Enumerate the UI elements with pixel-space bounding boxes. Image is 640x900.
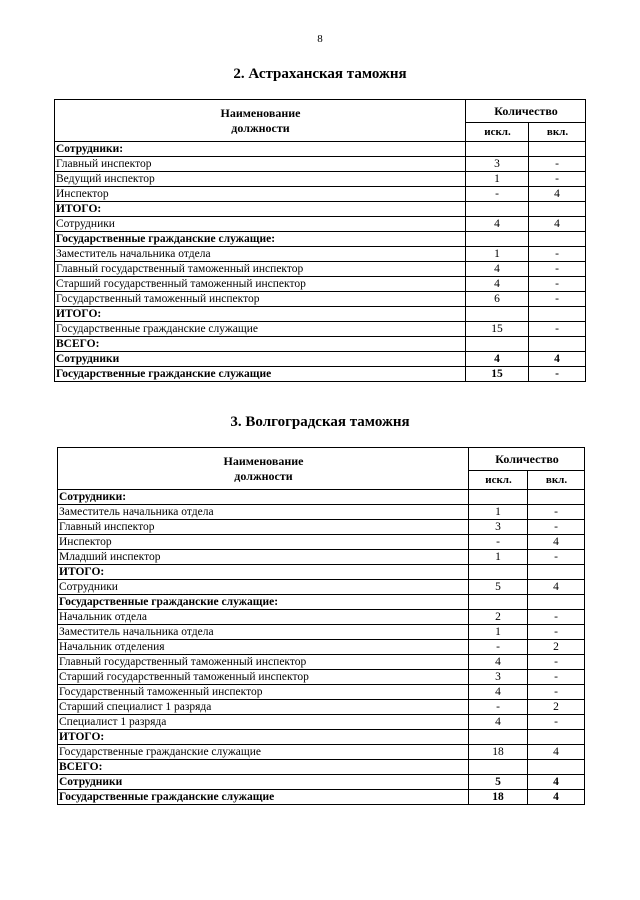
excluded-cell: 18 (469, 790, 528, 805)
included-cell: - (528, 715, 585, 730)
excluded-cell: 5 (469, 775, 528, 790)
table-row (58, 625, 585, 640)
position-cell: Начальник отдела (58, 610, 469, 625)
excluded-cell: 3 (469, 670, 528, 685)
excluded-cell: 4 (469, 715, 528, 730)
included-cell: - (529, 247, 586, 262)
excluded-cell (469, 565, 528, 580)
table-row (58, 700, 585, 715)
included-cell (529, 307, 586, 322)
position-cell: Сотрудники: (55, 142, 466, 157)
position-cell: Государственные гражданские служащие: (55, 232, 466, 247)
included-cell: - (528, 625, 585, 640)
position-cell: Главный инспектор (55, 157, 466, 172)
excluded-cell (466, 232, 529, 247)
position-cell: Государственные гражданские служащие (55, 367, 466, 382)
excluded-cell: 15 (466, 322, 529, 337)
position-cell: Государственные гражданские служащие: (58, 595, 469, 610)
excluded-cell: 5 (469, 580, 528, 595)
position-cell: Государственный таможенный инспектор (55, 292, 466, 307)
included-cell (529, 337, 586, 352)
table-row (58, 505, 585, 520)
excluded-cell: - (469, 640, 528, 655)
included-cell (528, 565, 585, 580)
section-title-volgograd: 3. Волгоградская таможня (230, 414, 410, 430)
table-row (55, 142, 586, 157)
excluded-cell (466, 202, 529, 217)
excluded-cell (469, 595, 528, 610)
table-row (58, 730, 585, 745)
table-row (55, 217, 586, 232)
position-cell: Главный государственный таможенный инспектор (55, 262, 466, 277)
included-cell: - (528, 505, 585, 520)
included-cell (529, 232, 586, 247)
included-cell: - (529, 262, 586, 277)
position-cell: Сотрудники: (58, 490, 469, 505)
position-cell: ВСЕГО: (55, 337, 466, 352)
included-cell: - (528, 655, 585, 670)
included-cell: 4 (529, 352, 586, 367)
position-cell: Начальник отделения (58, 640, 469, 655)
header-quantity: Количество (466, 100, 586, 123)
table-row (55, 337, 586, 352)
excluded-cell (466, 307, 529, 322)
position-cell: Сотрудники (58, 775, 469, 790)
table-row (58, 655, 585, 670)
excluded-cell: 2 (469, 610, 528, 625)
excluded-cell (469, 490, 528, 505)
excluded-cell: 4 (466, 217, 529, 232)
included-cell: 2 (528, 700, 585, 715)
staff-table-astrakhan (54, 99, 586, 382)
excluded-cell: 3 (466, 157, 529, 172)
table-row (58, 685, 585, 700)
table-row (58, 490, 585, 505)
table-row (58, 670, 585, 685)
position-cell: Инспектор (58, 535, 469, 550)
included-cell: 4 (528, 745, 585, 760)
included-cell: 4 (529, 187, 586, 202)
table-row (58, 790, 585, 805)
included-cell: - (528, 520, 585, 535)
position-cell: Государственные гражданские служащие (58, 745, 469, 760)
position-cell: Государственные гражданские служащие (58, 790, 469, 805)
header-name-line1: Наименование (223, 453, 304, 468)
table-row (55, 202, 586, 217)
included-cell: 2 (528, 640, 585, 655)
header-name-line2: должности (231, 120, 290, 135)
table-row (58, 550, 585, 565)
position-cell: Заместитель начальника отдела (55, 247, 466, 262)
included-cell: - (529, 322, 586, 337)
table-row (55, 292, 586, 307)
excluded-cell: 1 (466, 172, 529, 187)
header-quantity: Количество (469, 448, 585, 471)
position-cell: Ведущий инспектор (55, 172, 466, 187)
excluded-cell: - (469, 700, 528, 715)
position-cell: Сотрудники (58, 580, 469, 595)
position-cell: ИТОГО: (58, 730, 469, 745)
excluded-cell: 1 (469, 550, 528, 565)
header-excluded: искл. (466, 123, 529, 142)
included-cell: 4 (528, 535, 585, 550)
included-cell (529, 142, 586, 157)
included-cell: - (528, 685, 585, 700)
position-cell: Государственные гражданские служащие (55, 322, 466, 337)
excluded-cell: 1 (466, 247, 529, 262)
excluded-cell: 4 (469, 685, 528, 700)
included-cell: 4 (528, 790, 585, 805)
section-title-astrakhan: 2. Астраханская таможня (233, 66, 407, 82)
excluded-cell: 4 (469, 655, 528, 670)
staff-table-volgograd (57, 447, 585, 805)
included-cell (528, 595, 585, 610)
header-included: вкл. (529, 123, 586, 142)
table-row (58, 775, 585, 790)
excluded-cell: 18 (469, 745, 528, 760)
table-row (58, 520, 585, 535)
excluded-cell: 4 (466, 277, 529, 292)
position-cell: Инспектор (55, 187, 466, 202)
included-cell (528, 730, 585, 745)
excluded-cell: - (469, 535, 528, 550)
table-row (55, 247, 586, 262)
included-cell: - (528, 670, 585, 685)
included-cell: - (529, 157, 586, 172)
excluded-cell (466, 337, 529, 352)
table-row (55, 172, 586, 187)
position-cell: Старший государственный таможенный инспектор (55, 277, 466, 292)
header-excluded: искл. (469, 471, 528, 490)
included-cell: 4 (529, 217, 586, 232)
table-row (55, 307, 586, 322)
excluded-cell: - (466, 187, 529, 202)
header-included: вкл. (528, 471, 585, 490)
table-row (58, 535, 585, 550)
position-cell: ВСЕГО: (58, 760, 469, 775)
included-cell (528, 490, 585, 505)
table-row (58, 760, 585, 775)
table-row (58, 610, 585, 625)
position-cell: ИТОГО: (58, 565, 469, 580)
page-number: 8 (317, 33, 323, 45)
included-cell (529, 202, 586, 217)
included-cell: - (529, 292, 586, 307)
excluded-cell: 15 (466, 367, 529, 382)
excluded-cell (466, 142, 529, 157)
table-row (55, 187, 586, 202)
table-row (55, 277, 586, 292)
excluded-cell: 3 (469, 520, 528, 535)
table-row (58, 745, 585, 760)
table-row (58, 595, 585, 610)
excluded-cell (469, 760, 528, 775)
included-cell (528, 760, 585, 775)
included-cell: - (528, 550, 585, 565)
table-row (58, 715, 585, 730)
excluded-cell: 4 (466, 352, 529, 367)
table-row (58, 565, 585, 580)
excluded-cell: 4 (466, 262, 529, 277)
table-row (55, 352, 586, 367)
included-cell: - (529, 277, 586, 292)
table-row (58, 580, 585, 595)
position-cell: Сотрудники (55, 217, 466, 232)
excluded-cell: 1 (469, 625, 528, 640)
header-name-line2: должности (234, 468, 293, 483)
table-row (55, 232, 586, 247)
included-cell: - (528, 610, 585, 625)
position-cell: Специалист 1 разряда (58, 715, 469, 730)
included-cell: - (529, 172, 586, 187)
position-cell: ИТОГО: (55, 202, 466, 217)
table-row (55, 322, 586, 337)
included-cell: 4 (528, 775, 585, 790)
position-cell: Младший инспектор (58, 550, 469, 565)
excluded-cell (469, 730, 528, 745)
position-cell: Старший государственный таможенный инспектор (58, 670, 469, 685)
included-cell: - (529, 367, 586, 382)
excluded-cell: 6 (466, 292, 529, 307)
position-cell: Заместитель начальника отдела (58, 505, 469, 520)
position-cell: Главный государственный таможенный инспектор (58, 655, 469, 670)
position-cell: Государственный таможенный инспектор (58, 685, 469, 700)
position-cell: Главный инспектор (58, 520, 469, 535)
table-row (58, 640, 585, 655)
position-cell: Сотрудники (55, 352, 466, 367)
table-row (55, 367, 586, 382)
position-cell: Старший специалист 1 разряда (58, 700, 469, 715)
table-row (55, 262, 586, 277)
included-cell: 4 (528, 580, 585, 595)
position-cell: ИТОГО: (55, 307, 466, 322)
header-name-line1: Наименование (220, 105, 301, 120)
position-cell: Заместитель начальника отдела (58, 625, 469, 640)
excluded-cell: 1 (469, 505, 528, 520)
header-position-name (55, 100, 466, 142)
header-position-name (58, 448, 469, 490)
table-row (55, 157, 586, 172)
